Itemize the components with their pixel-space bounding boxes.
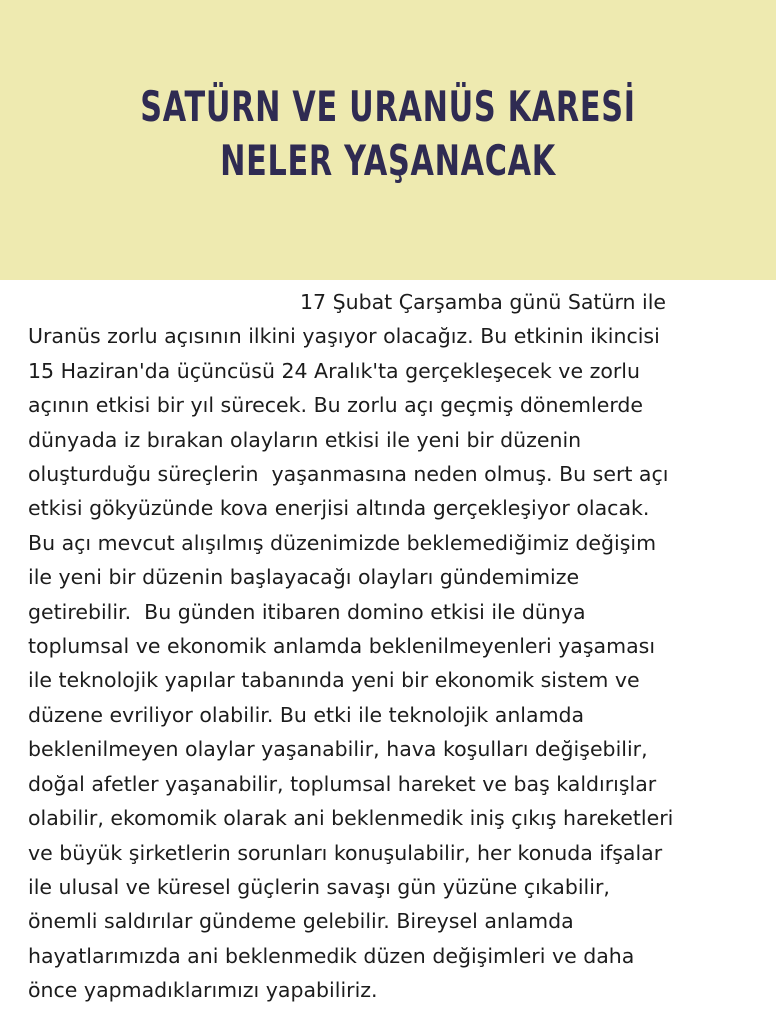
body-line-3: 15 Haziran'da üçüncüsü 24 Aralık'ta gerçekleşecek ve zorlu (28, 358, 640, 383)
article-body (28, 285, 768, 1008)
body-line-13: düzene evriliyor olabilir. Bu etki ile teknolojik anlamda (28, 702, 585, 727)
title-line-1: SATÜRN VE URANÜS KARESİ (140, 82, 636, 131)
body-line-7: etkisi gökyüzünde kova enerjisi altında gerçekleşiyor olacak. (28, 496, 650, 521)
title-banner (0, 0, 776, 280)
body-line-14: beklenilmeyen olaylar yaşanabilir, hava koşulları değişebilir, (28, 737, 648, 762)
body-line-19: önemli saldırılar gündeme gelebilir. Bireysel anlamda (28, 909, 574, 934)
body-line-12: ile teknolojik yapılar tabanında yeni bir ekonomik sistem ve (28, 668, 640, 693)
body-line-2: Uranüs zorlu açısının ilkini yaşıyor olacağız. Bu etkinin ikincisi (28, 324, 660, 349)
body-line-1: 17 Şubat Çarşamba günü Satürn ile (300, 290, 667, 314)
body-line-21: önce yapmadıklarımızı yapabiliriz. (28, 978, 378, 1003)
page-title (0, 80, 776, 188)
title-line-2: NELER YAŞANACAK (220, 136, 556, 185)
body-line-17: ve büyük şirketlerin sorunları konuşulabilir, her konuda ifşalar (28, 840, 663, 865)
body-line-20: hayatlarımızda ani beklenmedik düzen değişimleri ve daha (28, 943, 635, 968)
body-line-6: oluşturduğu süreçlerin yaşanmasına neden olmuş. Bu sert açı (28, 462, 669, 487)
body-line-16: olabilir, ekomomik olarak ani beklenmedik iniş çıkış hareketleri (28, 806, 674, 831)
body-line-10: getirebilir. Bu günden itibaren domino etkisi ile dünya (28, 599, 586, 624)
body-line-8: Bu açı mevcut alışılmış düzenimizde beklemediğimiz değişim (28, 530, 657, 555)
body-line-9: ile yeni bir düzenin başlayacağı olayları gündemimize (28, 565, 580, 590)
body-line-11: toplumsal ve ekonomik anlamda beklenilmeyenleri yaşaması (28, 634, 656, 659)
body-line-15: doğal afetler yaşanabilir, toplumsal hareket ve baş kaldırışlar (28, 771, 657, 796)
body-line-5: dünyada iz bırakan olayların etkisi ile yeni bir düzenin (28, 427, 582, 452)
body-line-18: ile ulusal ve küresel güçlerin savaşı gün yüzüne çıkabilir, (28, 874, 610, 899)
body-line-4: açının etkisi bir yıl sürecek. Bu zorlu açı geçmiş dönemlerde (28, 393, 644, 418)
